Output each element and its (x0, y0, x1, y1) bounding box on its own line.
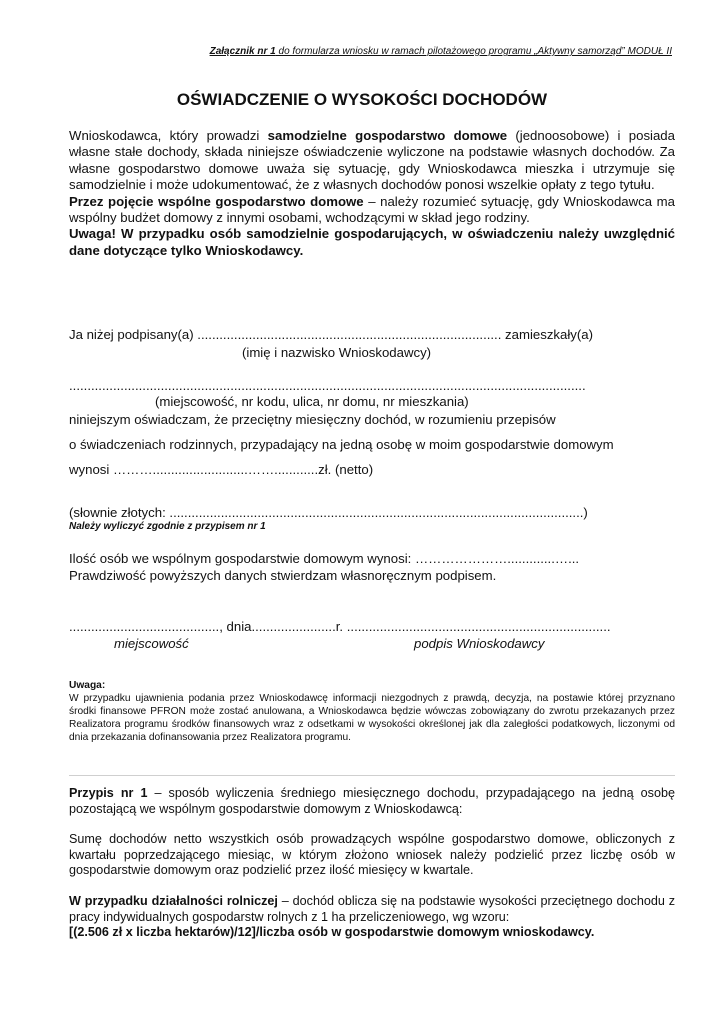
truthfulness-statement: Prawdziwość powyższych danych stwierdzam własnoręcznym podpisem. (69, 568, 497, 583)
footnote-text: – dochód oblicza się na podstawie wysokości przeciętnego dochodu z pracy indywidualnych gospodarstw rolnych z 1 ha przeliczeniowego, wg wzoru: (69, 893, 675, 924)
warning-body: W przypadku ujawnienia podania przez Wnioskodawcę informacji niezgodnych z prawdą, decyzja, na postawie której przyznano środki finansowe PFRON może zostać anulowana, a Wnioskodawca będzie wówczas zobowiązany do zwrotu przekazanych przez Realizatora programu środków finansowych wraz z odsetkami w wysokości określonej jak dla zaległości podatkowych, liczonymi od dnia przekazania dofinansowania przez Realizatora programu. (69, 693, 675, 743)
footnote-paragraph-3 (69, 894, 675, 941)
intro-term-shared-household: Przez pojęcie wspólne gospodarstwo domowe (69, 193, 364, 209)
income-amount-line[interactable]: wynosi ………..........................……............zł. (netto) (69, 462, 374, 477)
intro-paragraph-1 (69, 128, 675, 194)
footnote-text: – sposób wyliczenia średniego miesięcznego dochodu, przypadającego na jedną osobę pozostającą we wspólnym gospodarstwie domowym z Wnioskodawcą: (69, 786, 675, 816)
attachment-number: Załącznik nr 1 (209, 46, 276, 57)
intro-term-own-household: samodzielne gospodarstwo domowe (267, 128, 508, 143)
warning-heading: Uwaga: (69, 680, 106, 691)
intro-text: – należy rozumieć sytuację, gdy Wnioskodawca ma wspólny budżet domowy z innymi osobami, wchodzącymi w skład jego rodziny. (69, 193, 675, 226)
page-title: OŚWIADCZENIE O WYSOKOŚCI DOCHODÓW (176, 90, 548, 109)
intro-warning: Uwaga! W przypadku osób samodzielnie gospodarujących, w oświadczeniu należy uwzględnić dane dotyczące tylko Wnioskodawcy. (69, 226, 675, 258)
declaration-line-2: o świadczeniach rodzinnych, przypadający na jedną osobę w moim gospodarstwie domowym (69, 437, 614, 452)
intro-paragraph-2 (69, 194, 675, 227)
calculation-note: Należy wyliczyć zgodnie z przypisem nr 1 (69, 521, 266, 532)
warning-notice (69, 679, 675, 744)
signature-label: podpis Wnioskodawcy (414, 636, 545, 651)
intro-section (69, 128, 675, 259)
declaration-line-1: niniejszym oświadczam, że przeciętny miesięczny dochód, w rozumieniu przepisów (69, 412, 556, 427)
attachment-description: do formularza wniosku w ramach pilotażowego programu „Aktywny samorząd” MODUŁ II (275, 46, 672, 57)
intro-text: (jednoosobowe) i posiada własne stałe dochody, składa niniejsze oświadczenie wyliczone na podstawie własnych dochodów. Za własne gospodarstwo domowe uważa się sytuację, gdy Wnioskodawca mieszka i utrzymuje się samodzielnie i może udokumentować, że z własnych dochodów ponosi wszelkie opłaty z tego tytułu. (69, 128, 675, 193)
farming-term: W przypadku działalności rolniczej (69, 893, 278, 908)
footnote-section (69, 786, 675, 941)
household-persons-line[interactable]: Ilość osób we wspólnym gospodarstwie domowym wynosi: ………………….............…... (69, 551, 580, 566)
footnote-paragraph-1 (69, 786, 675, 817)
amount-in-words-line[interactable]: (słownie złotych: .................................................................................................................) (69, 505, 588, 520)
income-formula: [(2.506 zł x liczba hektarów)/12]/liczba osób w gospodarstwie domowym wnioskodawcy. (69, 925, 595, 940)
address-hint: (miejscowość, nr kodu, ulica, nr domu, nr mieszkania) (155, 394, 469, 409)
intro-text: Wnioskodawca, który prowadzi (69, 128, 268, 143)
place-label: miejscowość (114, 636, 189, 651)
attachment-header (210, 46, 672, 57)
footnote-paragraph-2: Sumę dochodów netto wszystkich osób prowadzących wspólne gospodarstwo domowe, obliczonych z kwartału poprzedzającego miesiąc, w którym złożono wniosek należy podzielić przez liczbę osób w gospodarstwie domowym oraz podzielić przez ilość miesięcy w kwartale. (69, 832, 675, 878)
address-line[interactable]: ............................................................................................................................................. (69, 378, 586, 393)
undersigned-line[interactable]: Ja niżej podpisany(a) ................................................................................... zamieszkały(a) (69, 327, 593, 342)
name-hint: (imię i nazwisko Wnioskodawcy) (242, 345, 432, 360)
section-divider (69, 775, 675, 776)
footnote-label: Przypis nr 1 (69, 786, 148, 800)
place-date-signature-line[interactable]: ........................................., dnia.......................r. ........................................................................ (69, 619, 611, 634)
